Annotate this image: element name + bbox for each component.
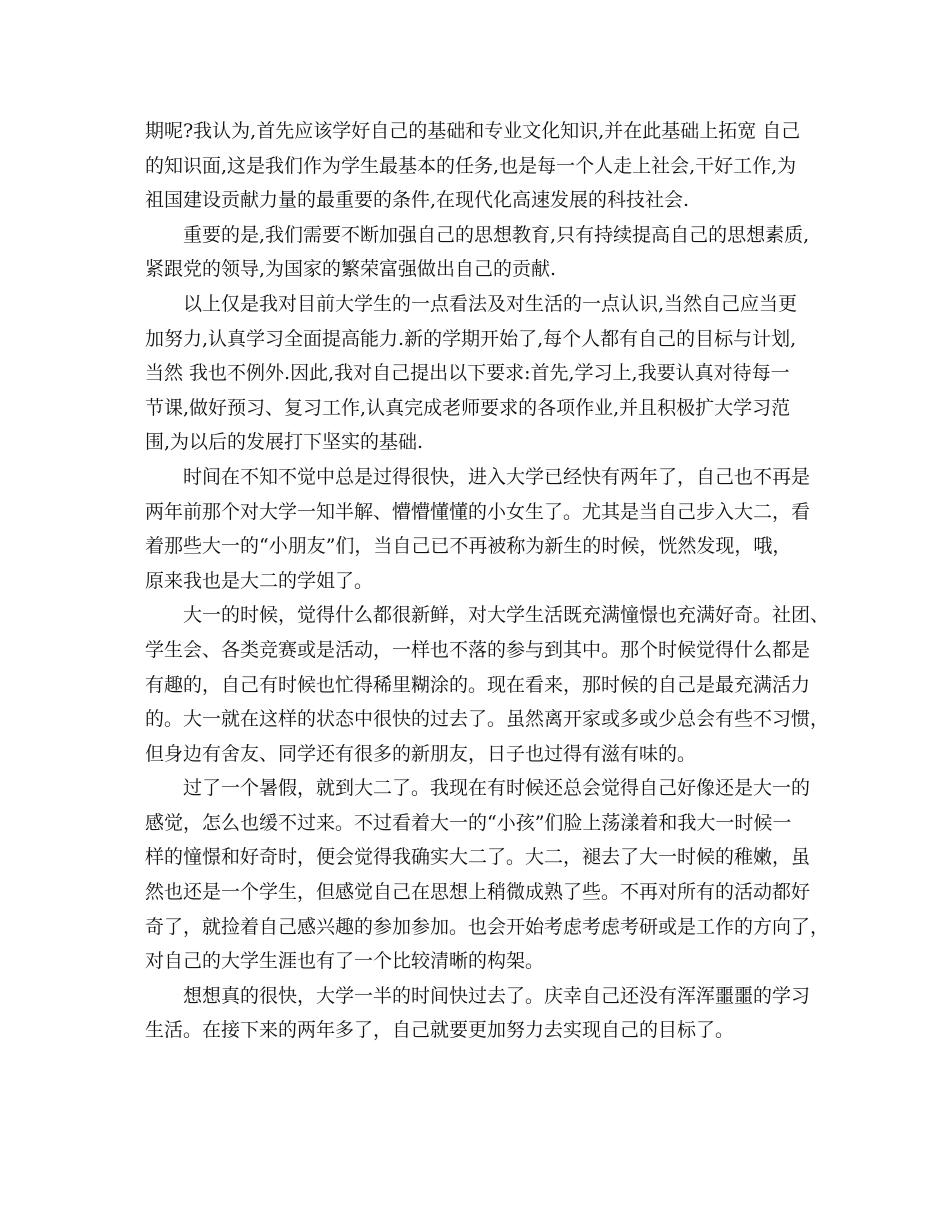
text-line: 着那些大一的“小朋友”们，当自己已不再被称为新生的时候，恍然发现，哦， (145, 535, 792, 558)
paragraph-first-line: 时间在不知不觉中总是过得很快，进入大学已经快有两年了，自己也不再是 (183, 465, 811, 488)
text-line: 对自己的大学生涯也有了一个比较清晰的构架。 (145, 950, 545, 973)
paragraph-first-line: 大一的时候，觉得什么都很新鲜，对大学生活既充满憧憬也充满好奇。社团、 (183, 604, 830, 627)
text-line: 紧跟党的领导,为国家的繁荣富强做出自己的贡献. (145, 258, 557, 281)
text-line: 期呢?我认为,首先应该学好自己的基础和专业文化知识,并在此基础上拓宽 自己 (145, 120, 801, 142)
text-line: 的知识面,这是我们作为学生最基本的任务,也是每一个人走上社会,干好工作,为 (145, 154, 797, 177)
text-line: 围,为以后的发展打下坚实的基础. (145, 431, 424, 454)
text-line: 但身边有舍友、同学还有很多的新朋友，日子也过得有滋有味的。 (145, 742, 697, 765)
text-line: 样的憧憬和好奇时，便会觉得我确实大二了。大二，褪去了大一时候的稚嫩，虽 (145, 846, 811, 869)
document-body (145, 114, 830, 1048)
text-line: 奇了，就捡着自己感兴趣的参加参加。也会开始考虑考虑考研或是工作的方向了， (145, 915, 830, 938)
paragraph-first-line: 以上仅是我对目前大学生的一点看法及对生活的一点认识,当然自己应当更 (183, 292, 798, 315)
text-line: 学生会、各类竞赛或是活动，一样也不落的参与到其中。那个时候觉得什么都是 (145, 638, 811, 661)
paragraph-first-line: 过了一个暑假，就到大二了。我现在有时候还总会觉得自己好像还是大一的 (183, 777, 811, 800)
text-line: 两年前那个对大学一知半解、懵懵懂懂的小女生了。尤其是当自己步入大二，看 (145, 500, 811, 523)
text-line: 生活。在接下来的两年多了，自己就要更加努力去实现自己的目标了。 (145, 1019, 735, 1042)
text-line: 节课,做好预习、复习工作,认真完成老师要求的各项作业,并且积极扩大学习范 (145, 396, 791, 419)
paragraph-first-line: 想想真的很快，大学一半的时间快过去了。庆幸自己还没有浑浑噩噩的学习 (183, 984, 811, 1007)
text-line: 的。大一就在这样的状态中很快的过去了。虽然离开家或多或少总会有些不习惯， (145, 708, 830, 731)
text-line: 然也还是一个学生，但感觉自己在思想上稍微成熟了些。不再对所有的活动都好 (145, 881, 811, 904)
text-line: 加努力,认真学习全面提高能力.新的学期开始了,每个人都有自己的目标与计划, (145, 327, 797, 350)
text-line: 当然 我也不例外.因此,我对自己提出以下要求:首先,学习上,我要认真对待每一 (145, 362, 790, 385)
paragraph-first-line: 重要的是,我们需要不断加强自己的思想教育,只有持续提高自己的思想素质, (183, 223, 810, 246)
text-line: 感觉，怎么也缓不过来。不过看着大一的“小孩”们脸上荡漾着和我大一时候一 (145, 811, 792, 834)
text-line: 原来我也是大二的学姐了。 (145, 569, 374, 592)
text-line: 有趣的，自己有时候也忙得稀里糊涂的。现在看来，那时候的自己是最充满活力 (145, 673, 811, 696)
text-line: 祖国建设贡献力量的最重要的条件,在现代化高速发展的科技社会. (145, 189, 690, 212)
